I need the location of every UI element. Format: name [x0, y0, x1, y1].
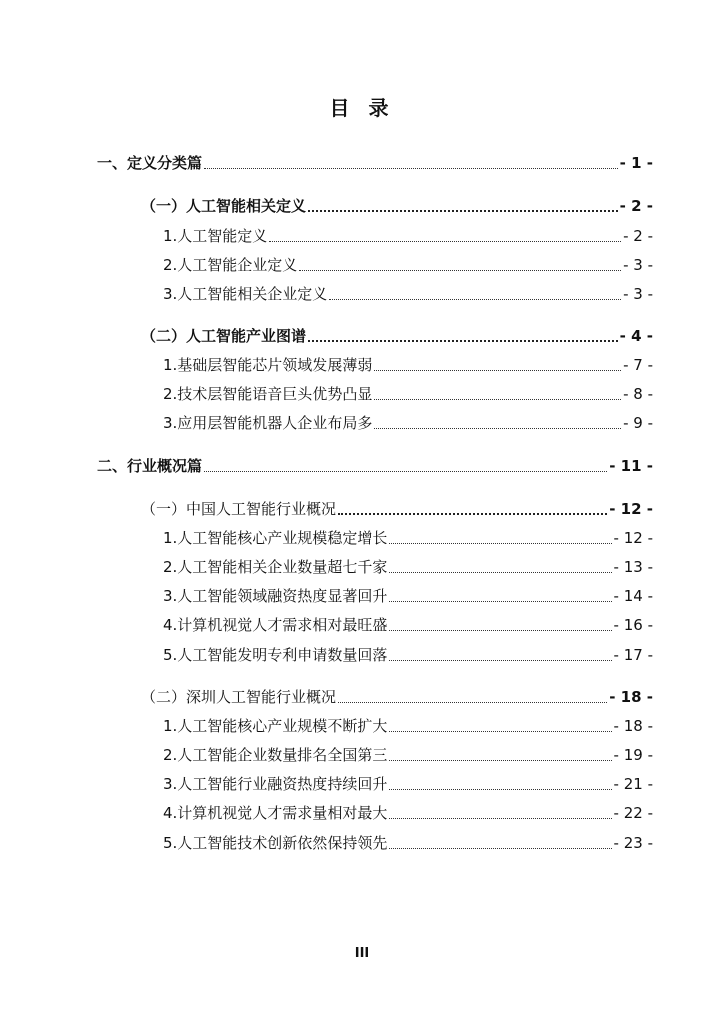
toc-entry[interactable]: [163, 254, 653, 276]
toc-entry-text: （一）中国人工智能行业概况: [141, 500, 337, 518]
toc-entry-text: （一）人工智能相关定义: [141, 197, 307, 215]
toc-entry-text: 5.人工智能发明专利申请数量回落: [163, 646, 388, 664]
toc-entry[interactable]: [97, 455, 653, 477]
toc-entry[interactable]: [163, 744, 653, 766]
dot-leader: [308, 340, 618, 342]
dot-leader: [389, 731, 611, 732]
dot-leader: [389, 572, 611, 573]
toc-entry-page: - 8 -: [623, 385, 653, 403]
toc-entry[interactable]: [163, 644, 653, 666]
toc-entry-page: - 1 -: [619, 154, 653, 172]
toc-entry-page: - 18 -: [613, 717, 653, 735]
toc-entry-page: - 23 -: [613, 834, 653, 852]
toc-entry-page: - 17 -: [613, 646, 653, 664]
toc-entry[interactable]: [163, 773, 653, 795]
toc-entry-page: - 13 -: [613, 558, 653, 576]
dot-leader: [269, 241, 621, 242]
dot-leader: [389, 760, 611, 761]
dot-leader: [374, 428, 621, 429]
toc-entry-text: 1.人工智能核心产业规模不断扩大: [163, 717, 388, 735]
toc-entry-text: 2.人工智能企业数量排名全国第三: [163, 746, 388, 764]
toc-entry-page: - 14 -: [613, 587, 653, 605]
toc-entry[interactable]: [163, 412, 653, 434]
toc-entry-page: - 11 -: [609, 457, 653, 475]
dot-leader: [389, 543, 611, 544]
toc-entry-page: - 2 -: [619, 197, 653, 215]
dot-leader: [374, 399, 621, 400]
toc-entry-text: 4.计算机视觉人才需求相对最旺盛: [163, 616, 388, 634]
dot-leader: [299, 270, 621, 271]
toc-entry[interactable]: [163, 832, 653, 854]
toc-entry-text: 1.人工智能定义: [163, 227, 268, 245]
toc-entry-page: - 3 -: [623, 285, 653, 303]
toc-entry[interactable]: [163, 354, 653, 376]
toc-entry-page: - 12 -: [609, 500, 653, 518]
toc-entry[interactable]: [163, 715, 653, 737]
toc-entry[interactable]: [141, 325, 653, 347]
toc-entry[interactable]: [163, 614, 653, 636]
toc-entry[interactable]: [163, 283, 653, 305]
toc-entry[interactable]: [163, 802, 653, 824]
toc-entry[interactable]: [163, 225, 653, 247]
toc-entry-page: - 3 -: [623, 256, 653, 274]
toc-entry-text: 2.技术层智能语音巨头优势凸显: [163, 385, 373, 403]
toc-entry-text: （二）深圳人工智能行业概况: [141, 688, 337, 706]
toc-entry-page: - 22 -: [613, 804, 653, 822]
page-number: III: [354, 946, 370, 961]
dot-leader: [338, 702, 607, 703]
dot-leader: [204, 168, 618, 169]
toc-entry-text: 2.人工智能相关企业数量超七千家: [163, 558, 388, 576]
toc-entry-page: - 16 -: [613, 616, 653, 634]
toc-entry-text: 3.人工智能领域融资热度显著回升: [163, 587, 388, 605]
dot-leader: [374, 370, 621, 371]
toc-entry-text: 3.人工智能行业融资热度持续回升: [163, 775, 388, 793]
toc-entry[interactable]: [163, 556, 653, 578]
dot-leader: [389, 601, 611, 602]
toc-entry[interactable]: [141, 195, 653, 217]
dot-leader: [389, 848, 611, 849]
toc-entry-text: 1.基础层智能芯片领域发展薄弱: [163, 356, 373, 374]
toc-entry[interactable]: [163, 383, 653, 405]
dot-leader: [338, 513, 607, 515]
toc-entry[interactable]: [97, 152, 653, 174]
toc-entry-text: 4.计算机视觉人才需求量相对最大: [163, 804, 388, 822]
toc-entry-page: - 2 -: [623, 227, 653, 245]
dot-leader: [389, 818, 611, 819]
toc-entry[interactable]: [141, 498, 653, 520]
toc-entry-text: 3.人工智能相关企业定义: [163, 285, 328, 303]
toc-entry-text: 5.人工智能技术创新依然保持领先: [163, 834, 388, 852]
toc-entry-page: - 9 -: [623, 414, 653, 432]
toc-entry-page: - 4 -: [619, 327, 653, 345]
toc-entry[interactable]: [163, 585, 653, 607]
dot-leader: [204, 471, 607, 472]
toc-entry-text: （二）人工智能产业图谱: [141, 327, 307, 345]
toc-entry-text: 2.人工智能企业定义: [163, 256, 298, 274]
dot-leader: [389, 630, 611, 631]
toc-entry-text: 一、定义分类篇: [97, 154, 203, 172]
toc-entry[interactable]: [163, 527, 653, 549]
toc-entry-text: 二、行业概况篇: [97, 457, 203, 475]
toc-entry-page: - 12 -: [613, 529, 653, 547]
dot-leader: [329, 299, 621, 300]
page-title: 目 录: [329, 96, 395, 120]
toc-entry-page: - 21 -: [613, 775, 653, 793]
dot-leader: [389, 789, 611, 790]
toc-entry-text: 1.人工智能核心产业规模稳定增长: [163, 529, 388, 547]
toc-entry-page: - 7 -: [623, 356, 653, 374]
dot-leader: [389, 660, 611, 661]
dot-leader: [308, 210, 618, 212]
toc-entry[interactable]: [141, 686, 653, 708]
toc-entry-page: - 18 -: [609, 688, 653, 706]
toc-entry-page: - 19 -: [613, 746, 653, 764]
toc-entry-text: 3.应用层智能机器人企业布局多: [163, 414, 373, 432]
